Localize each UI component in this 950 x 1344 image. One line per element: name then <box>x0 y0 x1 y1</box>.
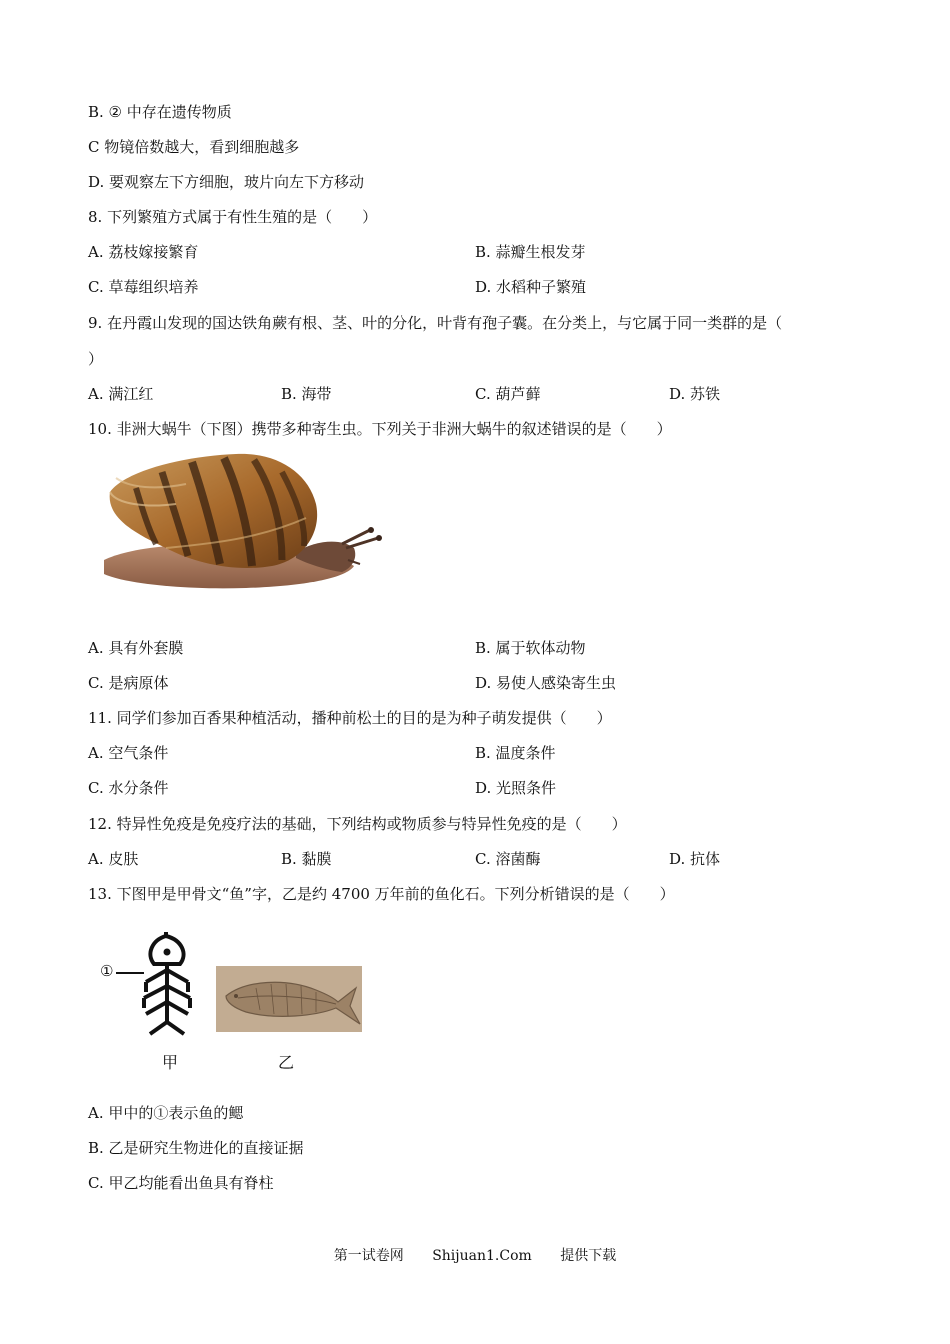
q10-option-b: B. 属于软体动物 <box>475 639 586 657</box>
q11-option-a: A. 空气条件 <box>88 744 169 762</box>
footer-note: 提供下载 <box>560 1248 617 1264</box>
q13-stem: 13. 下图甲是甲骨文“鱼”字，乙是约 4700 万年前的鱼化石。下列分析错误的是（ ） <box>88 885 675 903</box>
q12-stem: 12. 特异性免疫是免疫疗法的基础，下列结构或物质参与特异性免疫的是（ ） <box>88 815 627 833</box>
q9-stem: 9. 在丹霞山发现的国达铁角蕨有根、茎、叶的分化，叶背有孢子囊。在分类上，与它属于同一类群的是（ <box>88 314 783 332</box>
page-footer <box>0 1247 950 1265</box>
q11-option-b: B. 温度条件 <box>475 744 556 762</box>
q10-option-c: C. 是病原体 <box>88 674 169 692</box>
q9-option-b: B. 海带 <box>281 385 332 403</box>
q8-option-a: A. 荔枝嫁接繁育 <box>88 243 199 261</box>
figure-label-yi: 乙 <box>278 1053 295 1072</box>
q9-stem-continued: ） <box>88 350 104 368</box>
q11-option-d: D. 光照条件 <box>475 779 557 797</box>
q8-stem: 8. 下列繁殖方式属于有性生殖的是（ ） <box>88 208 378 226</box>
q10-option-d: D. 易使人感染寄生虫 <box>475 674 617 692</box>
q7-option-b: B. ② 中存在遗传物质 <box>88 103 232 121</box>
q11-stem: 11. 同学们参加百香果种植活动，播种前松土的目的是为种子萌发提供（ ） <box>88 709 612 727</box>
q9-option-a: A. 满江红 <box>88 385 154 403</box>
figure-marker-1: ① <box>100 962 114 980</box>
snail-image <box>96 448 386 604</box>
q7-option-c: C 物镜倍数越大，看到细胞越多 <box>88 138 300 156</box>
q9-option-c: C. 葫芦藓 <box>475 385 541 403</box>
q8-option-d: D. 水稻种子繁殖 <box>475 278 587 296</box>
q10-stem: 10. 非洲大蜗牛（下图）携带多种寄生虫。下列关于非洲大蜗牛的叙述错误的是（ ） <box>88 420 672 438</box>
q12-option-c: C. 溶菌酶 <box>475 850 541 868</box>
fish-fossil-image <box>216 966 362 1032</box>
oracle-fish-glyph <box>96 930 216 1040</box>
q13-option-a: A. 甲中的①表示鱼的鳃 <box>88 1104 244 1122</box>
q8-option-b: B. 蒜瓣生根发芽 <box>475 243 586 261</box>
q9-option-d: D. 苏铁 <box>669 385 721 403</box>
figure-label-jia: 甲 <box>162 1053 179 1072</box>
q13-option-c: C. 甲乙均能看出鱼具有脊柱 <box>88 1174 274 1192</box>
q11-option-c: C. 水分条件 <box>88 779 169 797</box>
footer-site: 第一试卷网 <box>333 1248 404 1264</box>
q12-option-a: A. 皮肤 <box>88 850 139 868</box>
q12-option-b: B. 黏膜 <box>281 850 332 868</box>
q7-option-d: D. 要观察左下方细胞，玻片向左下方移动 <box>88 173 365 191</box>
q10-option-a: A. 具有外套膜 <box>88 639 184 657</box>
footer-domain-link[interactable]: Shijuan1.Com <box>432 1248 532 1264</box>
q8-option-c: C. 草莓组织培养 <box>88 278 199 296</box>
q13-option-b: B. 乙是研究生物进化的直接证据 <box>88 1139 304 1157</box>
q12-option-d: D. 抗体 <box>669 850 721 868</box>
oracle-bone-fish-figure <box>96 930 216 1072</box>
